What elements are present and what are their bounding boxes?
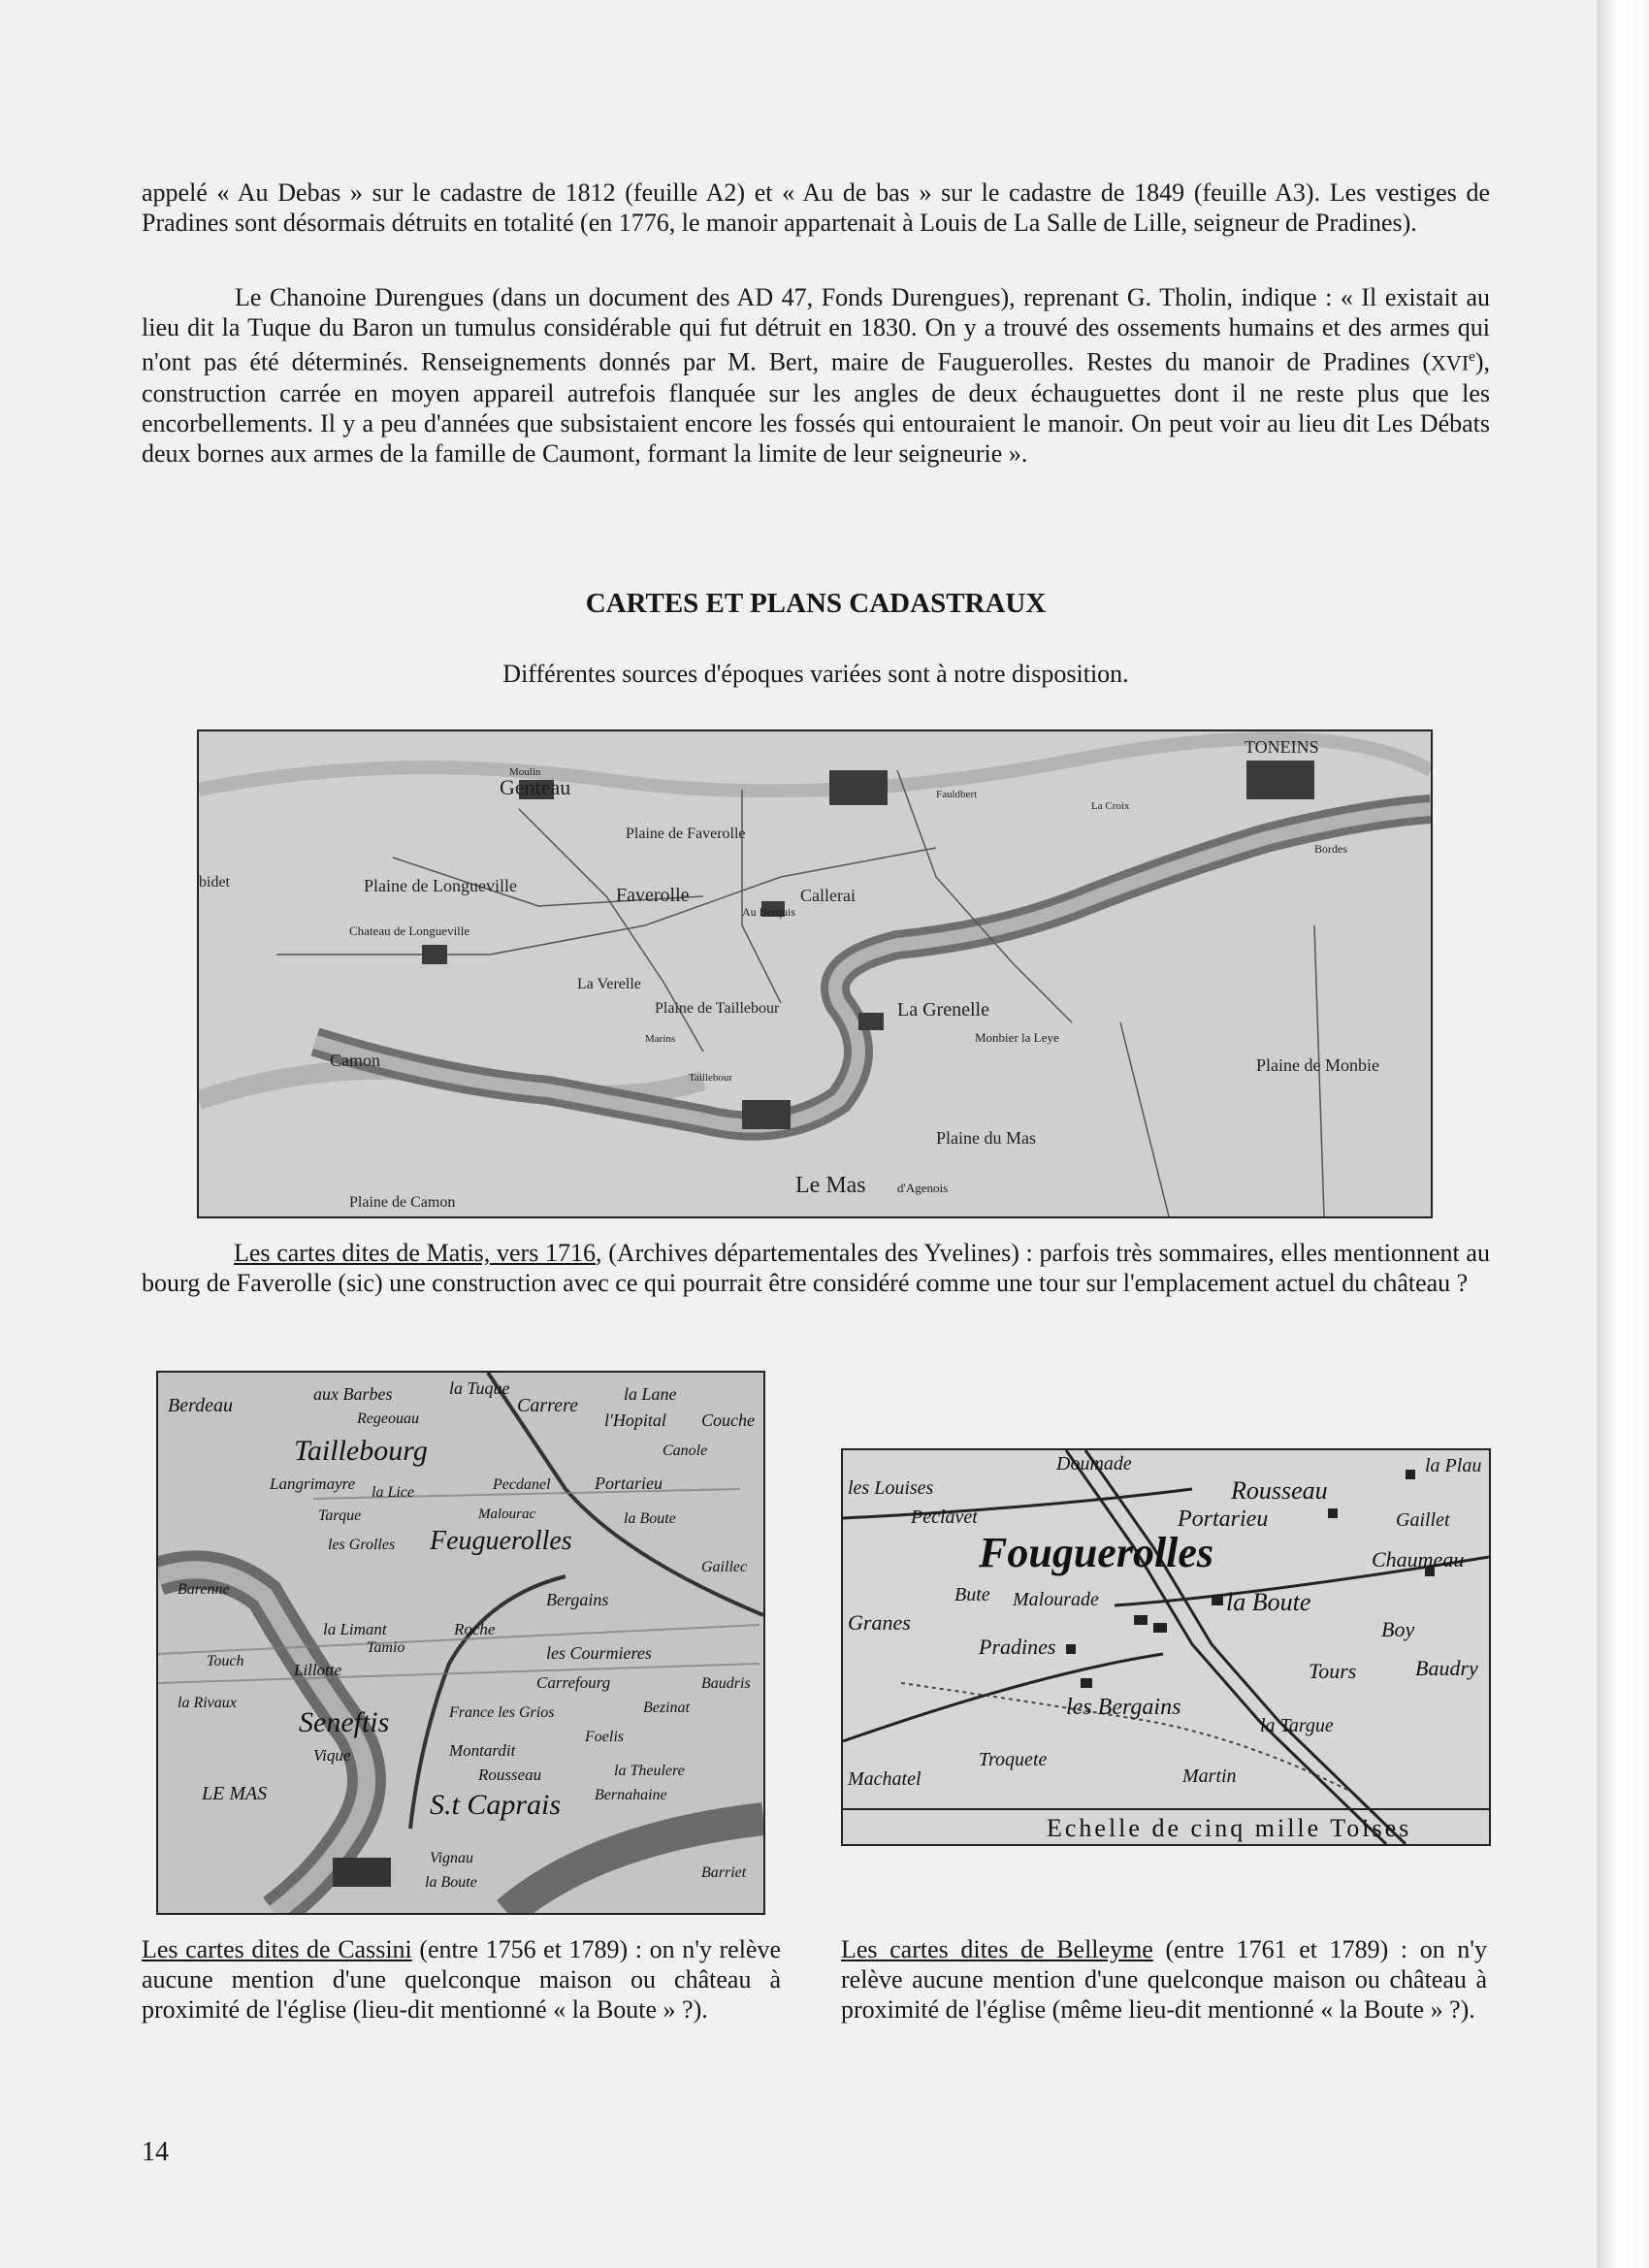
matis-label-la-grenelle: La Grenelle: [897, 999, 989, 1021]
belleyme-label-chaumeau: Chaumeau: [1372, 1547, 1465, 1571]
cassini-label-carrefourg: Carrefourg: [536, 1673, 611, 1692]
cassini-label-roche: Roche: [454, 1620, 496, 1638]
cassini-label-feuguerolles: Feuguerolles: [430, 1526, 572, 1556]
century-numeral: XVI: [1431, 350, 1470, 375]
belleyme-label-martin: Martin: [1182, 1766, 1237, 1787]
belleyme-label-troquete: Troquete: [979, 1749, 1048, 1770]
matis-label-bordes: Bordes: [1314, 842, 1347, 856]
cassini-label-langrimayre: Langrimayre: [270, 1474, 356, 1493]
cassini-label-la-limant: la Limant: [323, 1620, 387, 1638]
cassini-label-baudris: Baudris: [701, 1675, 751, 1692]
matis-label-plaine-mas: Plaine du Mas: [936, 1128, 1036, 1148]
intro-paragraph-2-end: ), construction carrée en moyen appareil autrefois flanquée sur les angles de deux échauguettes dont il ne reste plus que les encorbellements. Il y a peu d'années que subsistaient encore les fossés qui entouraient le manoir. On peut voir au lieu dit Les Débats deux bornes aux armes de la famille de Caumont, formant la limite de leur seigneurie ».: [142, 347, 1490, 468]
cassini-label-la-lane: la Lane: [624, 1384, 677, 1404]
intro-paragraph-2-start: Le Chanoine Durengues (dans un document des AD 47, Fonds Durengues), reprenant G. Tholin, indique : « Il existait au lieu dit la Tuque du Baron un tumulus considérable qui fut détruit en 1830. On y a trouvé des ossements humains et des armes qui n'ont pas été déterminés. Renseignements donnés par M. Bert, maire de Fauguerolles. Restes du manoir de Pradines (: [142, 283, 1490, 376]
matis-caption-text: , (Archives départementales des Yvelines) : parfois très sommaires, elles mentionnent au bourg de Faverolle (sic) une construction avec ce qui pourrait être considéré comme une tour sur l'emplacement actuel du château ?: [142, 1239, 1490, 1297]
cassini-label-lhopital: l'Hopital: [604, 1410, 666, 1430]
cassini-label-st-caprais: S.t Caprais: [430, 1789, 562, 1821]
cassini-label-la-theulere: la Theulere: [614, 1763, 685, 1779]
matis-label-tonneins: TONEINS: [1245, 737, 1319, 757]
matis-label-la-croix: La Croix: [1091, 800, 1130, 812]
belleyme-label-les-bergains: les Bergains: [1066, 1695, 1181, 1720]
belleyme-map: [841, 1448, 1491, 1846]
cassini-label-tarque: Tarque: [318, 1507, 362, 1524]
matis-label-taillebour: Taillebour: [689, 1072, 733, 1084]
cassini-caption-title: Les cartes dites de Cassini: [142, 1935, 412, 1963]
section-title: CARTES ET PLANS CADASTRAUX: [585, 588, 1047, 619]
matis-map: [197, 729, 1433, 1218]
belleyme-label-machatel: Machatel: [848, 1768, 922, 1790]
cassini-label-tamio: Tamio: [367, 1639, 405, 1656]
matis-label-marins: Marins: [645, 1033, 676, 1045]
cassini-label-montardit: Montardit: [449, 1741, 516, 1760]
belleyme-map-drawing: [843, 1450, 1489, 1844]
cassini-label-france-les-grios: France les Grios: [449, 1704, 555, 1721]
cassini-label-la-tuque: la Tuque: [449, 1378, 510, 1398]
cassini-label-barriet: Barriet: [701, 1864, 747, 1881]
matis-label-plaine-faverolle: Plaine de Faverolle: [626, 826, 746, 842]
cassini-label-berdeau: Berdeau: [168, 1395, 234, 1416]
matis-label-le-mas: Le Mas: [795, 1173, 866, 1198]
belleyme-caption-text: (entre 1761 et 1789) : on n'y relève aucune mention d'une quelconque maison ou château à proximité de l'église (même lieu-dit mentionné « la Boute » ?).: [841, 1935, 1487, 2024]
belleyme-label-doumade: Doumade: [1056, 1453, 1132, 1474]
cassini-label-seneftis: Seneftis: [299, 1706, 390, 1738]
matis-label-plaine-monbie: Plaine de Monbie: [1256, 1055, 1379, 1075]
matis-label-la-verelle: La Verelle: [577, 976, 641, 992]
century-suffix: e: [1469, 349, 1475, 365]
belleyme-label-gaillet: Gaillet: [1396, 1509, 1450, 1531]
matis-label-moulin: Moulin: [509, 766, 541, 778]
cassini-label-vignau: Vignau: [430, 1850, 474, 1866]
cassini-label-carrere: Carrere: [517, 1395, 578, 1416]
cassini-label-lillotte: Lillotte: [294, 1661, 342, 1679]
cassini-label-la-boute-2: la Boute: [425, 1874, 477, 1891]
matis-caption-title: Les cartes dites de Matis, vers 1716: [234, 1239, 596, 1267]
belleyme-label-fouguerolles: Fouguerolles: [979, 1529, 1214, 1576]
belleyme-caption: [841, 1934, 1487, 2025]
belleyme-label-bute: Bute: [954, 1584, 990, 1605]
matis-label-bidet: bidet: [199, 874, 230, 891]
cassini-label-la-lice: la Lice: [372, 1484, 414, 1501]
cassini-label-barenne: Barenne: [178, 1581, 230, 1598]
matis-label-chateau-longueville: Chateau de Longueville: [349, 923, 470, 938]
matis-label-genteau: Genteau: [500, 775, 571, 799]
cassini-label-vique: Vique: [313, 1746, 351, 1765]
cassini-map-drawing: [158, 1373, 763, 1913]
belleyme-label-les-louises: les Louises: [848, 1477, 934, 1499]
belleyme-label-granes: Granes: [848, 1610, 911, 1635]
cassini-label-taillebourg: Taillebourg: [294, 1435, 428, 1467]
cassini-label-bergains: Bergains: [546, 1590, 609, 1609]
page-number: 14: [142, 2137, 169, 2167]
cassini-label-le-mas: LE MAS: [202, 1783, 268, 1804]
belleyme-label-peclavet: Peclavet: [911, 1507, 978, 1528]
cassini-label-regeouau: Regeouau: [357, 1410, 419, 1427]
cassini-label-touch: Touch: [207, 1653, 244, 1669]
belleyme-label-malourade: Malourade: [1013, 1589, 1099, 1610]
belleyme-label-portarieu: Portarieu: [1178, 1507, 1269, 1532]
matis-label-callerai: Callerai: [800, 886, 856, 905]
intro-paragraph-2: [142, 282, 1490, 469]
cassini-label-bernahaine: Bernahaine: [595, 1787, 667, 1803]
cassini-label-les-grolles: les Grolles: [328, 1537, 396, 1553]
cassini-label-rousseau: Rousseau: [478, 1766, 542, 1784]
matis-label-au-berquis: Au Berquis: [742, 905, 795, 919]
intro-paragraph-1: appelé « Au Debas » sur le cadastre de 1812 (feuille A2) et « Au de bas » sur le cadastre de 1849 (feuille A3). Les vestiges de Pradines sont désormais détruits en totalité (en 1776, le manoir appartenait à Louis de La Salle de Lille, seigneur de Pradines).: [142, 178, 1490, 237]
matis-label-dagenois: d'Agenois: [897, 1181, 949, 1195]
cassini-label-aux-barbes: aux Barbes: [313, 1384, 393, 1404]
belleyme-label-pradines: Pradines: [979, 1635, 1056, 1659]
matis-map-drawing: [199, 731, 1431, 1216]
matis-label-faverolle: Faverolle: [616, 885, 690, 906]
belleyme-label-tours: Tours: [1309, 1659, 1357, 1683]
cassini-label-pecdanel: Pecdanel: [493, 1476, 551, 1493]
cassini-label-malourac: Malourac: [478, 1507, 536, 1522]
matis-label-plaine-taillebourg: Plaine de Taillebour: [655, 1000, 780, 1017]
matis-label-camon: Camon: [330, 1051, 380, 1070]
matis-label-monbier: Monbier la Leye: [975, 1030, 1059, 1045]
cassini-label-portarieu: Portarieu: [595, 1474, 663, 1493]
page-edge: [1597, 0, 1649, 2268]
belleyme-label-la-targue: la Targue: [1260, 1715, 1334, 1736]
cassini-label-bezinat: Bezinat: [643, 1700, 690, 1716]
cassini-label-la-rivaux: la Rivaux: [178, 1695, 237, 1711]
belleyme-label-la-boute: la Boute: [1226, 1588, 1311, 1616]
cassini-label-gaillec: Gaillec: [701, 1559, 748, 1575]
belleyme-label-rousseau: Rousseau: [1231, 1476, 1328, 1505]
section-subtitle: Différentes sources d'époques variées sont à notre disposition.: [502, 660, 1129, 688]
belleyme-label-la-plau: la Plau: [1425, 1455, 1482, 1476]
belleyme-scale-label: Echelle de cinq mille Toises: [1047, 1814, 1412, 1842]
matis-label-plaine-camon: Plaine de Camon: [349, 1194, 456, 1211]
cassini-label-les-courmieres: les Courmieres: [546, 1643, 652, 1663]
belleyme-caption-title: Les cartes dites de Belleyme: [841, 1935, 1153, 1963]
belleyme-label-boy: Boy: [1381, 1617, 1415, 1641]
belleyme-label-baudry: Baudry: [1415, 1656, 1478, 1680]
cassini-caption-text: (entre 1756 et 1789) : on n'y relève aucune mention d'une quelconque maison ou château à proximité de l'église (lieu-dit mentionné « la Boute » ?).: [142, 1935, 781, 2024]
matis-label-plaine-longueville: Plaine de Longueville: [364, 876, 517, 895]
cassini-label-la-boute: la Boute: [624, 1510, 676, 1527]
cassini-label-foelis: Foelis: [585, 1729, 624, 1745]
matis-label-fauldbert: Fauldbert: [936, 789, 978, 800]
cassini-label-couche: Couche: [701, 1410, 755, 1430]
cassini-caption: [142, 1934, 781, 2025]
cassini-map: [156, 1371, 765, 1915]
matis-caption: [142, 1238, 1490, 1298]
cassini-label-canole: Canole: [663, 1442, 708, 1459]
